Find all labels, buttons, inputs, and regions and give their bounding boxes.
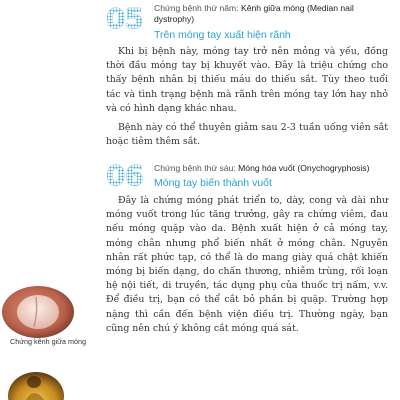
golden-figure-photo [4, 366, 64, 400]
section6-paragraph: Đây là chứng móng phát triển to, dày, cong và dài như móng vuốt trong lúc tăng trưởng, gây ra chứng viêm, đau nếu móng quặp vào da. Bệnh xuất hiện ở cả móng tay, móng chân nhưng phổ biến nhất ở móng chân. Nguyên nhân rất phức tạp, có thể là do mang giày quá chật khiến móng bị biến dạng, do chấn thương, nhiễm trùng, rối loạn hệ nội tiết, di truyền, tác dụng phụ của thuốc trị nấm, v.v. Để điều trị, bạn có thể cắt bỏ phần bị quặp. Trường hợp nặng thì cần đến bệnh viện điều trị. Thường ngày, bạn cũng nên chú ý không cắt móng quá sát. [106, 195, 388, 334]
section6-subtitle: Móng tay biến thành vuốt [154, 177, 272, 189]
section-number-06: 06 [106, 159, 143, 192]
section5-subtitle: Trên móng tay xuất hiện rãnh [154, 29, 291, 41]
section6-kicker-prefix: Chứng bệnh thứ sáu: [154, 163, 236, 173]
section6-kicker [154, 163, 394, 174]
section5-kicker-prefix: Chứng bệnh thứ năm: [154, 3, 239, 13]
section5-kicker-name-2: dystrophy) [154, 14, 195, 24]
section5-paragraph-2: Bệnh này có thể thuyên giảm sau 2-3 tuần uống viên sắt hoặc tiêm thêm sắt. [106, 122, 388, 148]
figure-caption: Chứng kênh giữa móng [10, 337, 86, 346]
nail-shape [17, 295, 59, 329]
section-number-05: 05 [106, 2, 143, 35]
section5-paragraph-1: Khi bị bệnh này, móng tay trở nên mỏng và yếu, đồng thời đầu móng tay bị khuyết vào. Đây là triệu chứng cho thấy bệnh nhân bị thiếu máu do thiếu sắt. Tùy theo tuổi tác và tình trạng bệnh mà rãnh trên móng tay lớn hay nhỏ và có hình dạng khác nhau. [106, 46, 388, 114]
section5-kicker-name: Kênh giữa móng (Median nail [241, 3, 354, 13]
section5-kicker [154, 3, 394, 25]
section6-kicker-name: Móng hóa vuốt (Onychogryphosis) [238, 163, 370, 173]
